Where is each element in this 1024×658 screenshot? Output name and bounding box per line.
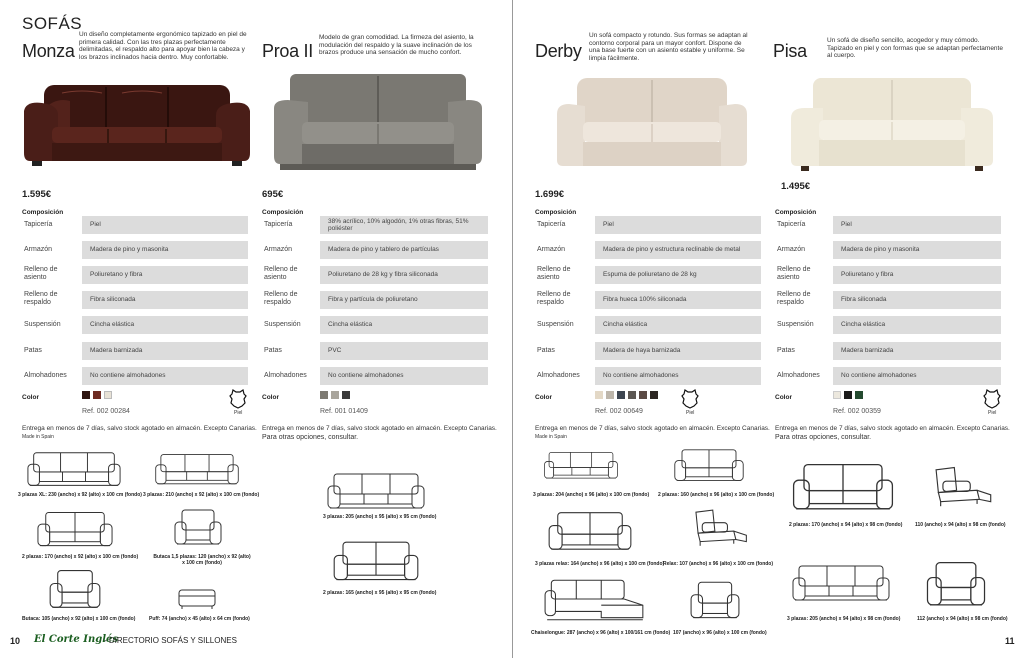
swatches-derby: [595, 391, 675, 401]
product-image-derby: [555, 74, 749, 174]
spec-value-relleno-asiento: Espuma de poliuretano de 28 kg: [595, 266, 761, 284]
product-image-monza: [22, 75, 252, 175]
size-caption: 3 plazas: 205 (ancho) x 95 (alto) x 95 cm (fondo): [323, 514, 437, 520]
spec-label-patas: Patas: [537, 347, 555, 354]
price-monza: 1.595€: [22, 189, 52, 200]
delivery-pisa: Entrega en menos de 7 días, salvo stock agotado en almacén. Excepto Canarias.: [775, 425, 1010, 432]
chair-drawing-butaca: [48, 568, 102, 612]
delivery-monza: Entrega en menos de 7 días, salvo stock agotado en almacén. Excepto Canarias.: [22, 425, 257, 432]
sofa-drawing-3-plazas: [791, 558, 891, 610]
spec-label-armazon: Armazón: [264, 246, 293, 253]
product-description-monza: Un diseño completamente ergonómico tapizado en piel de primera calidad. Con las tres plazas perfectamente delimitadas, el respaldo alto para apoyar bien la cabeza y los brazos inclinados hacia dentro. Muy confortable.: [79, 31, 247, 61]
color-swatch[interactable]: [617, 391, 625, 399]
page-number-right: 11: [1005, 636, 1015, 646]
made-in-derby: Made in Spain: [535, 434, 567, 440]
spec-value-relleno-respaldo: Fibra siliconada: [833, 291, 1001, 309]
spec-label-relleno-asiento: Relleno de asiento: [264, 266, 298, 281]
sofa-drawing-3-plazas-xl: [26, 450, 122, 490]
size-caption: Relax: 107 (ancho) x 96 (alto) x 100 cm (fondo): [663, 561, 774, 567]
price-derby: 1.699€: [535, 189, 565, 200]
made-in-monza: Made in Spain: [22, 434, 54, 440]
section-title: SOFÁS: [22, 14, 83, 33]
color-swatch[interactable]: [320, 391, 328, 399]
color-swatch[interactable]: [93, 391, 101, 399]
spec-value-tapiceria: Piel: [82, 216, 248, 234]
spec-label-armazon: Armazón: [24, 246, 53, 253]
spec-value-relleno-respaldo: Fibra hueca 100% siliconada: [595, 291, 761, 309]
composition-label-derby: Composición: [535, 209, 577, 216]
spec-value-relleno-asiento: Poliuretano y fibra: [82, 266, 248, 284]
sofa-drawing-2-plazas: [673, 446, 745, 486]
chair-drawing-butaca: [925, 560, 987, 610]
product-name-derby: Derby: [535, 41, 582, 61]
chair-drawing-1-5-plazas: [172, 508, 224, 548]
composition-label-monza: Composición: [22, 209, 64, 216]
sofa-drawing-2-plazas: [332, 540, 420, 584]
leather-hide-icon: [229, 389, 247, 409]
spec-value-relleno-respaldo: Fibra siliconada: [82, 291, 248, 309]
price-proa: 695€: [262, 189, 284, 200]
color-swatch[interactable]: [606, 391, 614, 399]
sofa-drawing-3-plazas: [324, 472, 428, 512]
spec-value-tapiceria: Piel: [595, 216, 761, 234]
spec-label-almohadones: Almohadones: [264, 372, 307, 379]
size-caption: 2 plazas: 160 (ancho) x 96 (alto) x 100 cm (fondo): [658, 492, 775, 498]
ref-proa: Ref. 001 01409: [320, 408, 368, 415]
spec-label-tapiceria: Tapicería: [777, 221, 806, 228]
size-caption: Chaiselongue: 287 (ancho) x 96 (alto) x 100/161 cm (fondo): [531, 630, 671, 636]
product-name-monza: Monza: [22, 41, 75, 61]
recliner-drawing: [687, 508, 749, 550]
chaiselongue-drawing: [543, 578, 647, 622]
spec-value-almohadones: No contiene almohadones: [82, 367, 248, 385]
color-label-pisa: Color: [775, 394, 792, 401]
spec-label-armazon: Armazón: [777, 246, 806, 253]
spec-value-almohadones: No contiene almohadones: [595, 367, 761, 385]
color-label-derby: Color: [535, 394, 552, 401]
size-caption: 3 plazas: 204 (ancho) x 96 (alto) x 100 cm (fondo): [533, 492, 650, 498]
sofa-drawing-3-plazas: [154, 450, 240, 490]
delivery-note-proa: Para otras opciones, consultar.: [262, 434, 359, 441]
spec-value-suspension: Cincha elástica: [320, 316, 488, 334]
size-caption: Butaca 1,5 plazas: 120 (ancho) x 92 (alto) x 100 cm (fondo): [153, 554, 251, 566]
delivery-note-pisa: Para otras opciones, consultar.: [775, 434, 872, 441]
sofa-drawing-3-plazas: [543, 446, 619, 486]
spec-value-suspension: Cincha elástica: [595, 316, 761, 334]
spec-label-suspension: Suspensión: [264, 321, 301, 328]
color-label-monza: Color: [22, 394, 39, 401]
chair-drawing: [927, 462, 993, 514]
color-swatch[interactable]: [342, 391, 350, 399]
spec-value-armazon: Madera de pino y tablero de partículas: [320, 241, 488, 259]
spec-label-patas: Patas: [264, 347, 282, 354]
color-swatch[interactable]: [639, 391, 647, 399]
swatches-pisa: [833, 391, 873, 401]
size-caption: 2 plazas: 165 (ancho) x 95 (alto) x 95 cm (fondo): [323, 590, 437, 596]
product-name-proa: Proa II: [262, 41, 313, 61]
ref-monza: Ref. 002 00284: [82, 408, 130, 415]
sofa-drawing-2-plazas: [36, 510, 114, 550]
swatches-monza: [82, 391, 122, 401]
spec-value-patas: Madera barnizada: [82, 342, 248, 360]
spec-value-suspension: Cincha elástica: [833, 316, 1001, 334]
leather-hide-icon: [983, 389, 1001, 409]
spec-label-armazon: Armazón: [537, 246, 566, 253]
color-swatch[interactable]: [833, 391, 841, 399]
spec-value-suspension: Cincha elástica: [82, 316, 248, 334]
color-swatch[interactable]: [82, 391, 90, 399]
product-image-proa: [272, 72, 484, 182]
puff-drawing: [176, 586, 218, 612]
size-caption: 112 (ancho) x 94 (alto) x 98 cm (fondo): [917, 616, 1008, 622]
color-swatch[interactable]: [595, 391, 603, 399]
spec-value-relleno-respaldo: Fibra y partícula de poliuretano: [320, 291, 488, 309]
swatches-proa: [320, 391, 360, 401]
color-swatch[interactable]: [650, 391, 658, 399]
size-caption: 2 plazas: 170 (ancho) x 94 (alto) x 98 cm (fondo): [789, 522, 903, 528]
composition-label-pisa: Composición: [775, 209, 817, 216]
size-caption: Puff: 74 (ancho) x 45 (alto) x 64 cm (fondo): [149, 616, 250, 622]
size-caption: Butaca: 105 (ancho) x 92 (alto) x 100 cm (fondo): [22, 616, 136, 622]
spec-label-suspension: Suspensión: [537, 321, 574, 328]
color-swatch[interactable]: [104, 391, 112, 399]
sofa-drawing-3-plazas-relax: [547, 508, 633, 556]
spec-label-tapiceria: Tapicería: [537, 221, 566, 228]
color-swatch[interactable]: [331, 391, 339, 399]
delivery-proa: Entrega en menos de 7 días, salvo stock agotado en almacén. Excepto Canarias.: [262, 425, 497, 432]
size-caption: 3 plazas XL: 230 (ancho) x 92 (alto) x 100 cm (fondo): [18, 492, 142, 498]
chair-drawing: [689, 580, 741, 622]
spec-value-armazon: Madera de pino y masonita: [82, 241, 248, 259]
spec-value-patas: Madera de haya barnizada: [595, 342, 761, 360]
size-caption: 110 (ancho) x 94 (alto) x 98 cm (fondo): [915, 522, 1006, 528]
spec-label-suspension: Suspensión: [24, 321, 61, 328]
ref-derby: Ref. 002 00649: [595, 408, 643, 415]
spec-value-relleno-asiento: Poliuretano y fibra: [833, 266, 1001, 284]
spec-label-tapiceria: Tapicería: [264, 221, 293, 228]
leather-icon-label: Piel: [988, 410, 997, 416]
color-label-proa: Color: [262, 394, 279, 401]
spec-label-relleno-respaldo: Relleno de respaldo: [537, 291, 571, 306]
spec-label-relleno-respaldo: Relleno de respaldo: [777, 291, 811, 306]
spec-label-relleno-asiento: Relleno de asiento: [537, 266, 571, 281]
spec-label-relleno-asiento: Relleno de asiento: [24, 266, 58, 281]
color-swatch[interactable]: [844, 391, 852, 399]
footer-title: - DIRECTORIO SOFÁS Y SILLONES: [104, 636, 237, 645]
spec-value-relleno-asiento: Poliuretano de 28 kg y fibra siliconada: [320, 266, 488, 284]
spec-value-armazon: Madera de pino y masonita: [833, 241, 1001, 259]
product-name-pisa: Pisa: [773, 41, 807, 61]
spec-value-armazon: Madera de pino y estructura reclinable de metal: [595, 241, 761, 259]
color-swatch[interactable]: [855, 391, 863, 399]
spec-label-patas: Patas: [24, 347, 42, 354]
size-caption: 2 plazas: 170 (ancho) x 92 (alto) x 100 cm (fondo): [22, 554, 139, 560]
price-pisa: 1.495€: [781, 181, 811, 192]
spec-label-patas: Patas: [777, 347, 795, 354]
spec-value-almohadones: No contiene almohadones: [320, 367, 488, 385]
spec-value-almohadones: No contiene almohadones: [833, 367, 1001, 385]
spec-value-tapiceria: Piel: [833, 216, 1001, 234]
product-description-pisa: Un sofá de diseño sencillo, acogedor y muy cómodo. Tapizado en piel y con formas que se adaptan perfectamente al cuerpo.: [827, 37, 1003, 60]
spec-label-almohadones: Almohadones: [537, 372, 580, 379]
spec-label-almohadones: Almohadones: [777, 372, 820, 379]
spec-value-tapiceria: 38% acrílico, 10% algodón, 1% otras fibras, 51% poliéster: [320, 216, 488, 234]
spec-label-relleno-respaldo: Relleno de respaldo: [264, 291, 298, 306]
product-description-proa: Modelo de gran comodidad. La firmeza del asiento, la modulación del respaldo y la suave inclinación de los brazos produce una sensación de mucho confort.: [319, 34, 474, 57]
leather-hide-icon: [681, 389, 699, 409]
size-caption: 3 plazas: 210 (ancho) x 92 (alto) x 100 cm (fondo): [143, 492, 260, 498]
size-caption: 3 plazas: 205 (ancho) x 94 (alto) x 98 cm (fondo): [787, 616, 901, 622]
spec-label-almohadones: Almohadones: [24, 372, 67, 379]
delivery-derby: Entrega en menos de 7 días, salvo stock agotado en almacén. Excepto Canarias.: [535, 425, 770, 432]
brand-logo: El Corte Inglés: [34, 634, 118, 645]
spec-value-patas: PVC: [320, 342, 488, 360]
sofa-drawing-2-plazas: [785, 462, 901, 514]
size-caption: 3 plazas relax: 164 (ancho) x 96 (alto) x 100 cm (fondo): [535, 561, 665, 567]
ref-pisa: Ref. 002 00359: [833, 408, 881, 415]
spec-label-tapiceria: Tapicería: [24, 221, 53, 228]
spec-value-patas: Madera barnizada: [833, 342, 1001, 360]
size-caption: 107 (ancho) x 96 (alto) x 100 cm (fondo): [673, 630, 767, 636]
product-image-pisa: [789, 74, 995, 178]
spec-label-relleno-asiento: Relleno de asiento: [777, 266, 811, 281]
product-description-derby: Un sofá compacto y rotundo. Sus formas se adaptan al contorno corporal para un mayor confort. Dispone de una base fuerte con un asiento estable y uniforme. Se limpia fácilmente.: [589, 32, 748, 62]
page-number-left: 10: [10, 636, 21, 646]
color-swatch[interactable]: [628, 391, 636, 399]
leather-icon-label: Piel: [234, 410, 243, 416]
spec-label-suspension: Suspensión: [777, 321, 814, 328]
spec-label-relleno-respaldo: Relleno de respaldo: [24, 291, 58, 306]
right-page: [513, 0, 1024, 658]
composition-label-proa: Composición: [262, 209, 304, 216]
leather-icon-label: Piel: [686, 410, 695, 416]
